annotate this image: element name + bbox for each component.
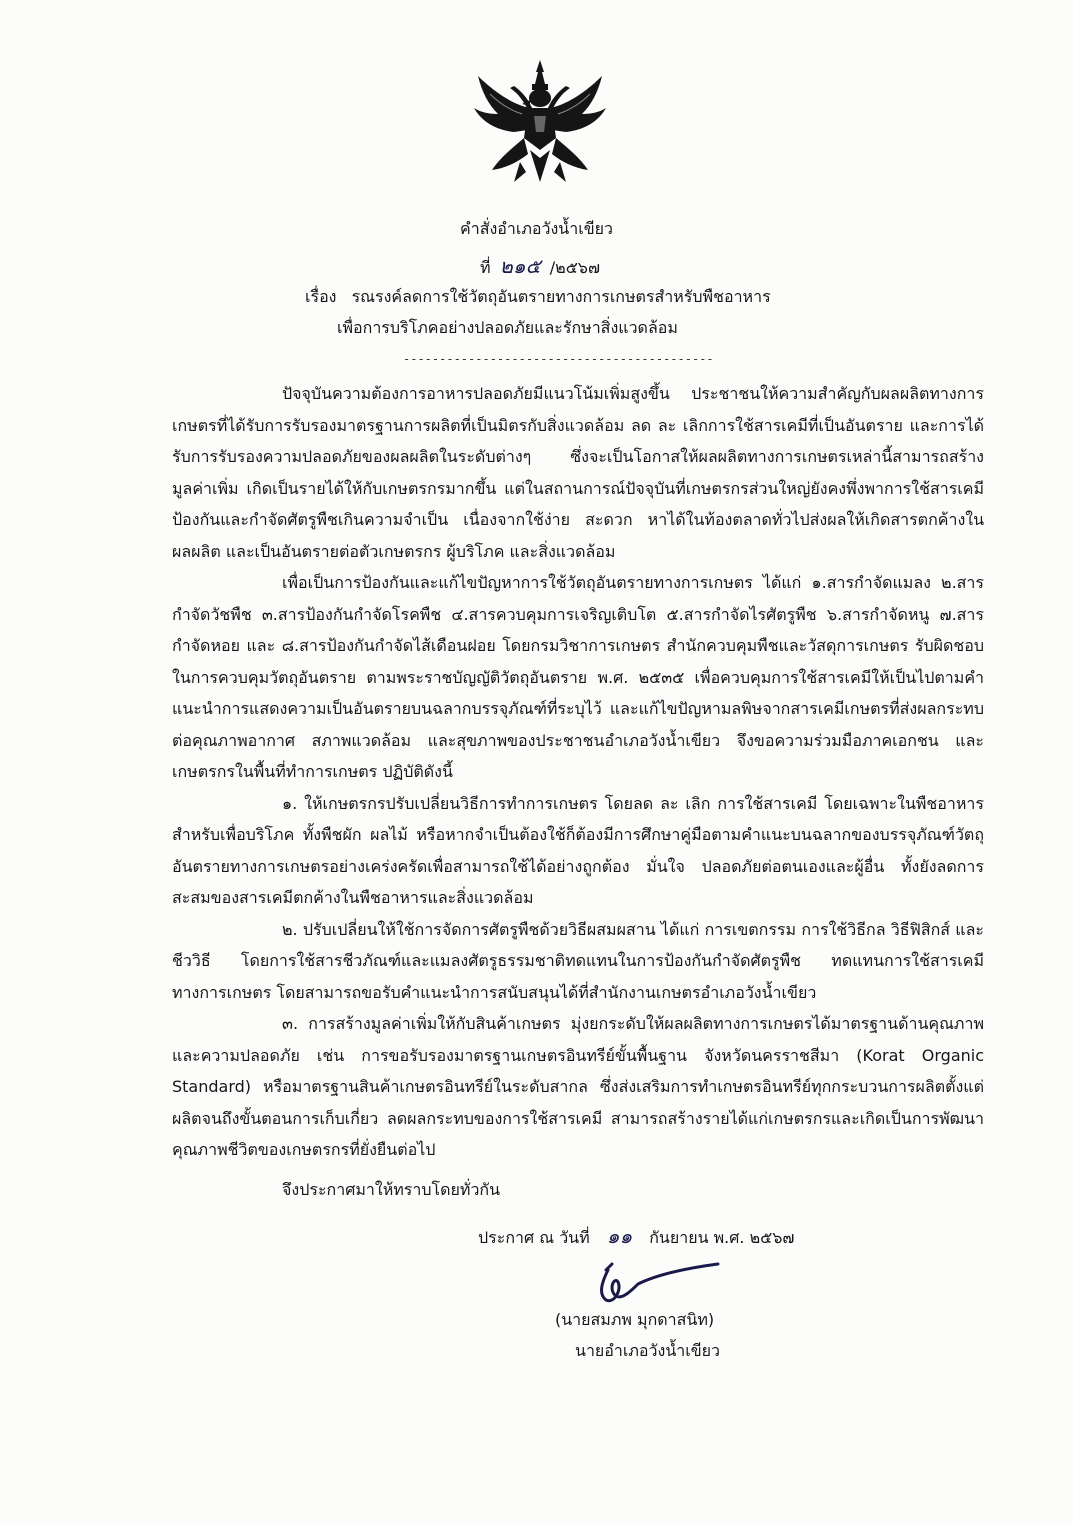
body-paragraph-item-1: ๑. ให้เกษตรกรปรับเปลี่ยนวิธีการทำการเกษตร โดยลด ละ เลิก การใช้สารเคมี โดยเฉพาะในพืชอาหารสำหรับเพื่อบริโภค ทั้งพืชผัก ผลไม้ หรือหากจำเป็นต้องใช้ก็ต้องมีการศึกษาคู่มือตามคำแนะบนฉลากของบรรจุภัณฑ์วัตถุอันตรายทางการเกษตรอย่างเคร่งครัดเพื่อสามารถใช้ได้อย่างถูกต้อง มั่นใจ ปลอดภัยต่อตนเองและผู้อื่น ทั้งยังลดการสะสมของสารเคมีตกค้างในพืชอาหารและสิ่งแวดล้อม xyxy=(172,793,984,907)
body-paragraph-item-2: ๒. ปรับเปลี่ยนให้ใช้การจัดการศัตรูพืชด้วยวิธีผสมผสาน ได้แก่ การเขตกรรม การใช้วิธีกล วิธีฟิสิกส์ และชีววิธี โดยการใช้สารชีวภัณฑ์และแมลงศัตรูธรรมชาติทดแทนในการป้องกันกำจัดศัตรูพืช ทดแทนการใช้สารเคมีทางการเกษตร โดยสามารถขอรับคำแนะนำการสนับสนุนได้ที่สำนักงานเกษตรอำเภอวังน้ำเขียว xyxy=(172,919,984,1002)
order-number-prefix: ที่ xyxy=(480,258,491,277)
separator-line: ------------------------------------------- xyxy=(403,352,714,366)
order-title: คำสั่งอำเภอวังน้ำเขียว xyxy=(460,219,613,238)
subject-line-2: เพื่อการบริโภคอย่างปลอดภัยและรักษาสิ่งแวดล้อม xyxy=(337,318,678,337)
subject-text-1: รณรงค์ลดการใช้วัตถุอันตรายทางการเกษตรสำหรับพืชอาหาร xyxy=(351,287,771,306)
date-prefix: ประกาศ ณ วันที่ xyxy=(478,1228,590,1247)
signer-title: นายอำเภอวังน้ำเขียว xyxy=(575,1341,720,1360)
date-suffix: กันยายน พ.ศ. ๒๕๖๗ xyxy=(649,1228,795,1247)
announcement-date xyxy=(478,1220,794,1252)
document-body xyxy=(172,378,984,1166)
order-number-handwritten: ๒๑๕ xyxy=(499,254,541,278)
order-number-year: /๒๕๖๗ xyxy=(549,258,600,277)
body-paragraph-item-3: ๓. การสร้างมูลค่าเพิ่มให้กับสินค้าเกษตร มุ่งยกระดับให้ผลผลิตทางการเกษตรได้มาตรฐานด้านคุณภาพและความปลอดภัย เช่น การขอรับรองมาตรฐานเกษตรอินทรีย์ขั้นพื้นฐาน จังหวัดนครราชสีมา (Korat Organic Standard) หรือมาตรฐานสินค้าเกษตรอินทรีย์ในระดับสากล ซึ่งส่งเสริมการทำเกษตรอินทรีย์ทุกกระบวนการผลิตตั้งแต่ผลิตจนถึงขั้นตอนการเก็บเกี่ยว ลดผลกระทบของการใช้สารเคมี สามารถสร้างรายได้แก่เกษตรกรและเกิดเป็นการพัฒนาคุณภาพชีวิตของเกษตรกรที่ยั่งยืนต่อไป xyxy=(172,1014,984,1159)
body-paragraph-2: เพื่อเป็นการป้องกันและแก้ไขปัญหาการใช้วัตถุอันตรายทางการเกษตร ได้แก่ ๑.สารกำจัดแมลง ๒.สารกำจัดวัชพืช ๓.สารป้องกันกำจัดโรคพืช ๔.สารควบคุมการเจริญเติบโต ๕.สารกำจัดไรศัตรูพืช ๖.สารกำจัดหนู ๗.สารกำจัดหอย และ ๘.สารป้องกันกำจัดไส้เดือนฝอย โดยกรมวิชาการเกษตร สำนักควบคุมพืชและวัสดุการเกษตร รับผิดชอบในการควบคุมวัตถุอันตราย ตามพระราชบัญญัติวัตถุอันตราย พ.ศ. ๒๕๓๕ เพื่อควบคุมการใช้สารเคมีให้เป็นไปตามคำแนะนำการแสดงความเป็นอันตรายบนฉลากบรรจุภัณฑ์ที่ระบุไว้ และแก้ไขปัญหามลพิษจากสารเคมีเกษตรที่ส่งผลกระทบต่อคุณภาพอากาศ สภาพแวดล้อม และสุขภาพของประชาชนอำเภอวังน้ำเขียว จึงขอความร่วมมือภาคเอกชน และเกษตรกรในพื้นที่ทำการเกษตร ปฏิบัติดังนี้ xyxy=(172,573,984,781)
closing-statement: จึงประกาศมาให้ทราบโดยทั่วกัน xyxy=(282,1180,501,1199)
order-number xyxy=(480,250,600,282)
subject-line-1 xyxy=(305,285,771,310)
body-paragraph-1: ปัจจุบันความต้องการอาหารปลอดภัยมีแนวโน้มเพิ่มสูงขึ้น ประชาชนให้ความสำคัญกับผลผลิตทางการเกษตรที่ได้รับการรับรองมาตรฐานการผลิตที่เป็นมิตรกับสิ่งแวดล้อม ลด ละ เลิกการใช้สารเคมีที่เป็นอันตราย และการได้รับการรับรองความปลอดภัยของผลผลิตในระดับต่างๆ ซึ่งจะเป็นโอกาสให้ผลผลิตทางการเกษตรเหล่านี้สามารถสร้างมูลค่าเพิ่ม เกิดเป็นรายได้ให้กับเกษตรกรมากขึ้น แต่ในสถานการณ์ปัจจุบันที่เกษตรกรส่วนใหญ่ยังคงพึ่งพาการใช้สารเคมีป้องกันและกำจัดศัตรูพืชเกินความจำเป็น เนื่องจากใช้ง่าย สะดวก หาได้ในท้องตลาดทั่วไปส่งผลให้เกิดสารตกค้างในผลผลิต และเป็นอันตรายต่อตัวเกษตรกร ผู้บริโภค และสิ่งแวดล้อม xyxy=(172,384,984,561)
signer-name: (นายสมภพ มุกดาสนิท) xyxy=(555,1310,715,1329)
subject-label: เรื่อง xyxy=(305,287,337,306)
date-day-handwritten: ๑๑ xyxy=(606,1224,633,1248)
garuda-emblem xyxy=(470,58,610,186)
